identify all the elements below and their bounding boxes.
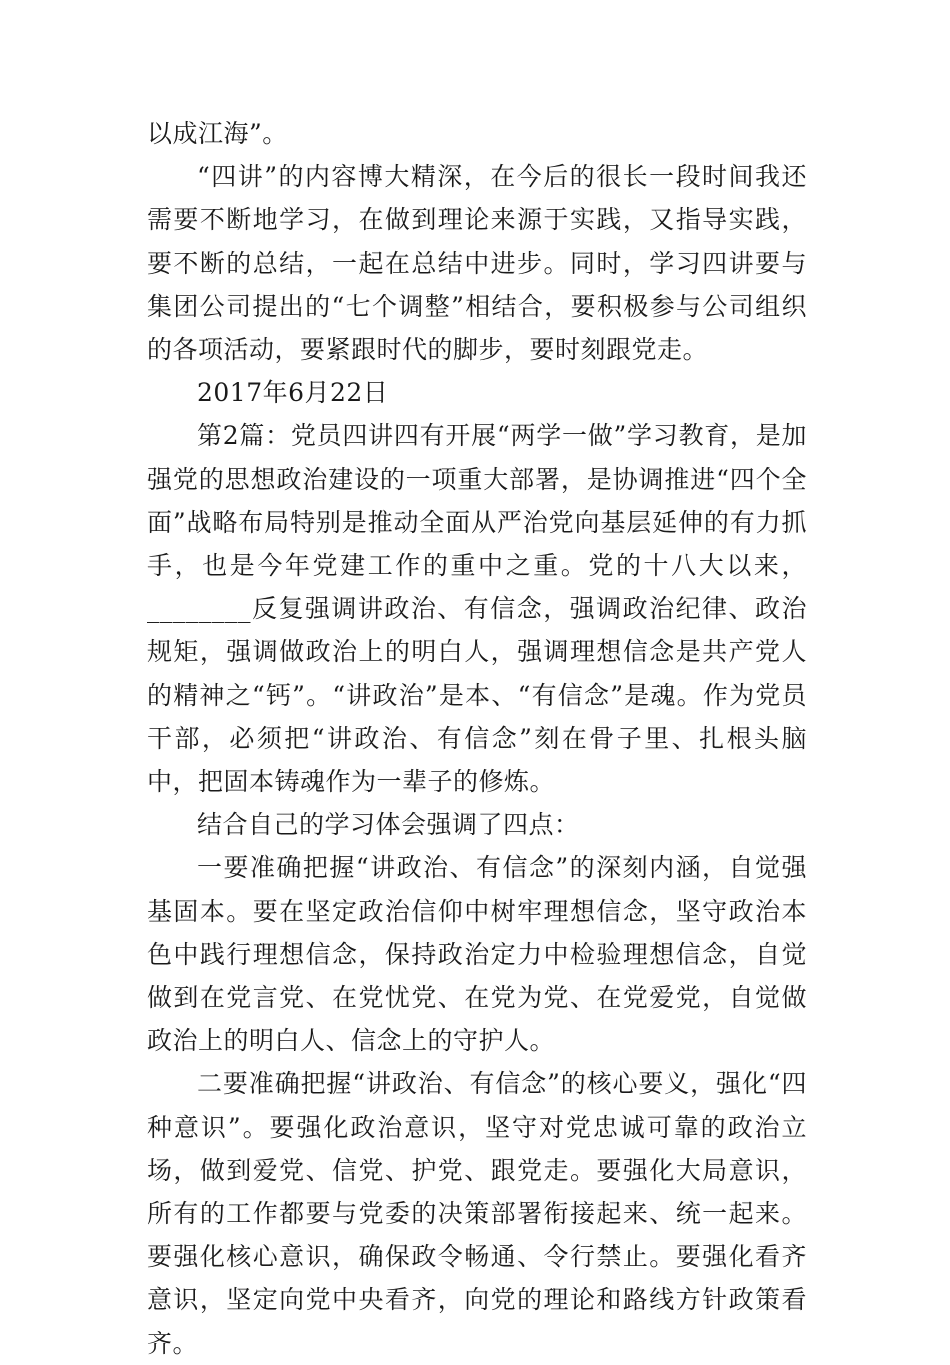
document-body — [147, 112, 807, 1365]
paragraph-6: 一要准确把握“讲政治、有信念”的深刻内涵，自觉强基固本。要在坚定政治信仰中树牢理想信念，坚守政治本色中践行理想信念，保持政治定力中检验理想信念，自觉做到在党言党、在党忧党、在党为党、在党爱党，自觉做政治上的明白人、信念上的守护人。 — [147, 853, 807, 1056]
paragraph-5: 结合自己的学习体会强调了四点： — [197, 810, 580, 840]
paragraph-7: 二要准确把握“讲政治、有信念”的核心要义，强化“四种意识”。要强化政治意识，坚守对党忠诚可靠的政治立场，做到爱党、信党、护党、跟党走。要强化大局意识，所有的工作都要与党委的决策部署衔接起来、统一起来。要强化核心意识，确保政令畅通、令行禁止。要强化看齐意识，坚定向党中央看齐，向党的理论和路线方针政策看齐。 — [147, 1069, 807, 1358]
paragraph-1: 以成江海”。 — [147, 119, 288, 148]
paragraph-4: 第2篇：党员四讲四有开展“两学一做”学习教育，是加强党的思想政治建设的一项重大部署，是协调推进“四个全面”战略布局特别是推动全面从严治党向基层延伸的有力抓手，也是今年党建工作的重中之重。党的十八大以来，________反复强调讲政治、有信念，强调政治纪律、政治规矩，强调做政治上的明白人，强调理想信念是共产党人的精神之“钙”。“讲政治”是本、“有信念”是魂。作为党员干部，必须把“讲政治、有信念”刻在骨子里、扎根头脑中，把固本铸魂作为一辈子的修炼。 — [147, 421, 807, 797]
paragraph-2: “四讲”的内容博大精深，在今后的很长一段时间我还需要不断地学习，在做到理论来源于实践，又指导实践，要不断的总结，一起在总结中进步。同时，学习四讲要与集团公司提出的“七个调整”相结合，要积极参与公司组织的各项活动，要紧跟时代的脚步，要时刻跟党走。 — [147, 162, 807, 365]
date-line: 2017年6月22日 — [197, 378, 389, 408]
